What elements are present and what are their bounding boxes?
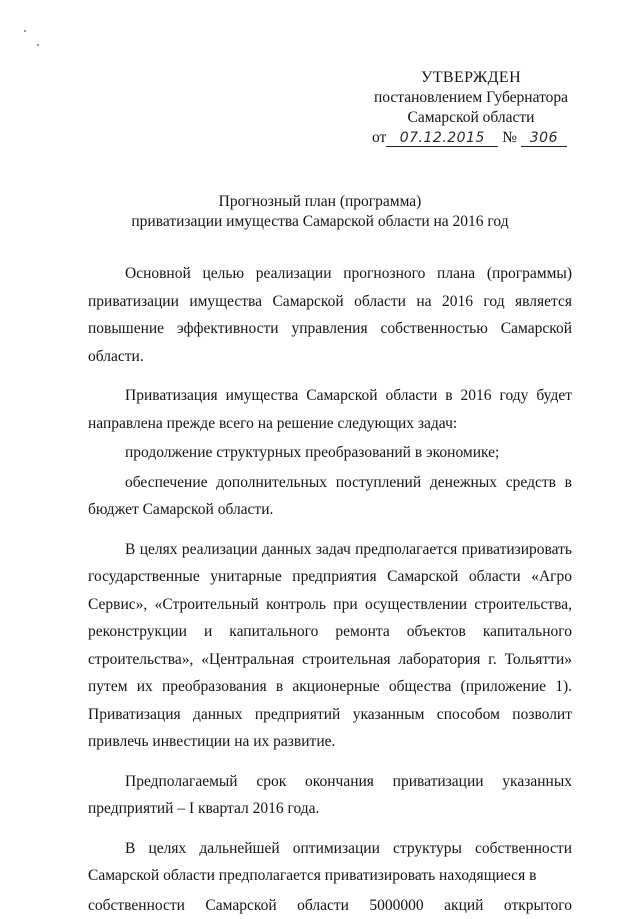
paragraph-goal: Основной целью реализации прогнозного плана (программы) приватизации имущества Самарской области на 2016 год является повышение эффективности управления собственностью Самарской области. (88, 260, 572, 370)
paragraph-shares: В целях дальнейшей оптимизации структуры собственности Самарской области предполагается приватизировать находящиеся в (88, 835, 572, 890)
handwritten-number: 306 (521, 130, 567, 147)
handwritten-date: 07.12.2015 (386, 130, 498, 147)
from-label: от (372, 129, 386, 146)
paragraph-task-2: обеспечение дополнительных поступлений денежных средств в бюджет Самарской области. (88, 469, 572, 524)
document-body (88, 260, 572, 919)
approval-heading: УТВЕРЖДЕН (368, 68, 574, 88)
paragraph-deadline: Предполагаемый срок окончания приватизации указанных предприятий – I квартал 2016 года. (88, 768, 572, 823)
title-line: Прогнозный план (программа) (0, 192, 640, 212)
number-label: № (502, 129, 517, 146)
paragraph-shares-continued: собственности Самарской области 5000000 акций открытого (88, 892, 572, 919)
paragraph-enterprises: В целях реализации данных задач предполагается приватизировать государственные унитарные предприятия Самарской области «Агро Сервис», «Строительный контроль при осуществлении строительства, реконструкции и капитального ремонта объектов капитального строительства», «Центральная строительная лаборатория г. Тольятти» путем их преобразования в акционерные общества (приложение 1). Приватизация данных предприятий указанным способом позволит привлечь инвестиции на их развитие. (88, 536, 572, 756)
paragraph-tasks-intro: Приватизация имущества Самарской области в 2016 году будет направлена прежде всего на решение следующих задач: (88, 382, 572, 437)
scan-speck (37, 44, 39, 46)
approval-line: Самарской области (368, 108, 574, 128)
scan-speck (24, 30, 26, 32)
document-title (0, 192, 640, 232)
title-line: приватизации имущества Самарской области на 2016 год (0, 212, 640, 232)
paragraph-task-1: продолжение структурных преобразований в экономике; (88, 439, 572, 467)
approval-date-line (368, 128, 574, 148)
approval-line: постановлением Губернатора (368, 88, 574, 108)
approval-block (368, 68, 574, 148)
